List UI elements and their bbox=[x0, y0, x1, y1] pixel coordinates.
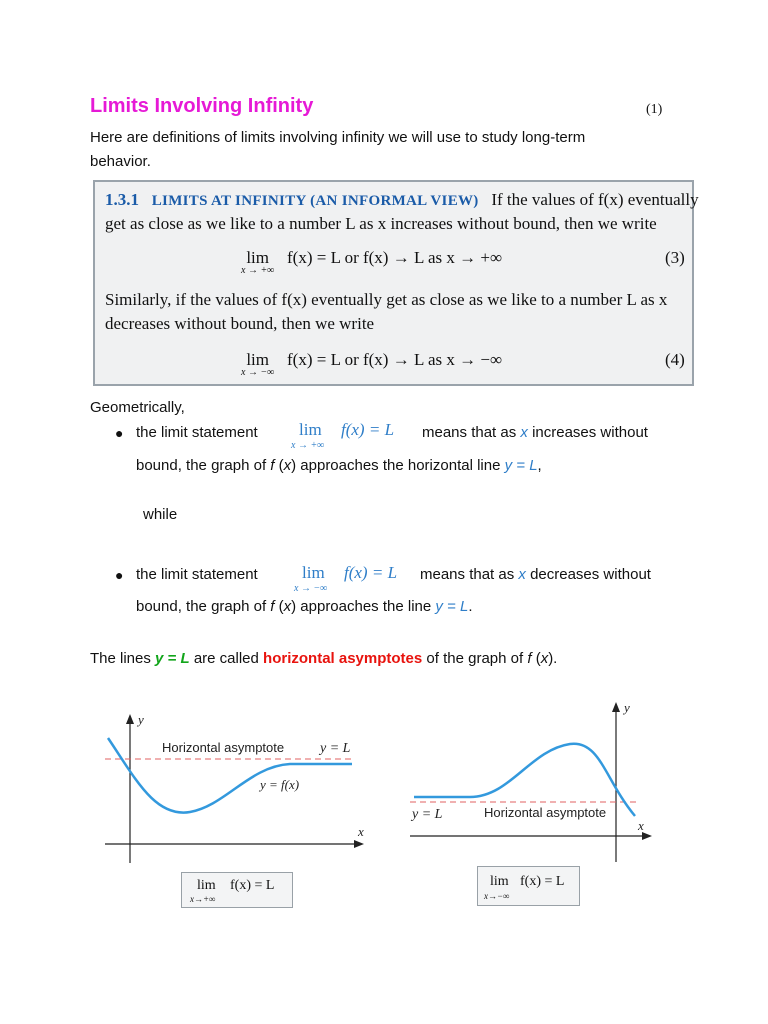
definition-text-2a: Similarly, if the values of f(x) eventually get as close as we like to a number L as x bbox=[105, 290, 668, 309]
eq2-number: (4) bbox=[665, 350, 685, 369]
bullet-2-suffix: means that as x decreases without bbox=[420, 566, 651, 583]
left-box-expr: f(x) = L bbox=[230, 878, 275, 893]
bullet-2-prefix: the limit statement bbox=[136, 566, 258, 583]
page-number: (1) bbox=[646, 102, 663, 117]
bullet-1-dot: ● bbox=[115, 425, 124, 441]
right-asymptote-label: Horizontal asymptote bbox=[484, 805, 607, 820]
geometrically-label: Geometrically, bbox=[90, 399, 185, 416]
definition-text-1b: get as close as we like to a number L as x increases without bound, then we write bbox=[105, 214, 657, 233]
left-x-arrow-icon bbox=[354, 840, 364, 848]
left-y-label: y bbox=[138, 712, 144, 727]
while-text: while bbox=[143, 506, 178, 523]
left-graph bbox=[100, 708, 380, 868]
left-asymptote-eq: y = L bbox=[320, 741, 351, 756]
right-graph bbox=[400, 700, 660, 865]
bullet-2-line-2: bound, the graph of f (x) approaches the line y = L. bbox=[136, 598, 473, 615]
eq1-lim: lim x → +∞ bbox=[241, 248, 275, 276]
left-box-lim: lim bbox=[197, 878, 216, 893]
definition-number: 1.3.1 bbox=[105, 190, 139, 209]
bullet-2-dot: ● bbox=[115, 567, 124, 583]
right-y-label: y bbox=[624, 700, 630, 715]
right-x-label: x bbox=[638, 818, 644, 833]
eq2-body: f(x) = L or f(x) → L as x → −∞ bbox=[287, 350, 503, 369]
right-asymptote-eq: y = L bbox=[412, 807, 443, 822]
definition-text-1a: If the values of f(x) eventually bbox=[491, 190, 699, 209]
definition-box bbox=[93, 180, 699, 386]
page-title: Limits Involving Infinity bbox=[90, 95, 314, 117]
left-limit-box bbox=[181, 872, 293, 908]
right-x-arrow-icon bbox=[642, 832, 652, 840]
left-curve-label: y = f(x) bbox=[260, 777, 300, 792]
bullet-1-suffix: means that as x increases without bbox=[422, 424, 648, 441]
conclusion-sentence: The lines y = L are called horizontal asymptotes of the graph of f (x). bbox=[90, 650, 558, 667]
eq1-body: f(x) = L or f(x) → L as x → +∞ bbox=[287, 248, 503, 267]
right-limit-box bbox=[477, 866, 580, 906]
eq2-lim: lim x → −∞ bbox=[241, 350, 275, 378]
left-asymptote-label: Horizontal asymptote bbox=[162, 740, 285, 755]
definition-line-1 bbox=[105, 190, 699, 210]
definition-text-2b: decreases without bound, then we write bbox=[105, 314, 375, 333]
bullet-1-line-2: bound, the graph of f (x) approaches the horizontal line y = L, bbox=[136, 457, 542, 474]
eq1-number: (3) bbox=[665, 248, 685, 267]
left-x-label: x bbox=[358, 824, 364, 839]
definition-title: LIMITS AT INFINITY (AN INFORMAL VIEW) bbox=[151, 193, 479, 209]
bullet-1-prefix: the limit statement bbox=[136, 424, 258, 441]
left-box-sub: x→+∞ bbox=[190, 894, 216, 904]
right-y-arrow-icon bbox=[612, 702, 620, 712]
intro-paragraph: Here are definitions of limits involving infinity we will use to study long-term behavior. bbox=[90, 129, 586, 170]
right-box-expr: f(x) = L bbox=[520, 874, 565, 889]
right-box-lim: lim bbox=[490, 874, 509, 889]
right-box-sub: x→−∞ bbox=[484, 891, 510, 901]
left-y-arrow-icon bbox=[126, 714, 134, 724]
